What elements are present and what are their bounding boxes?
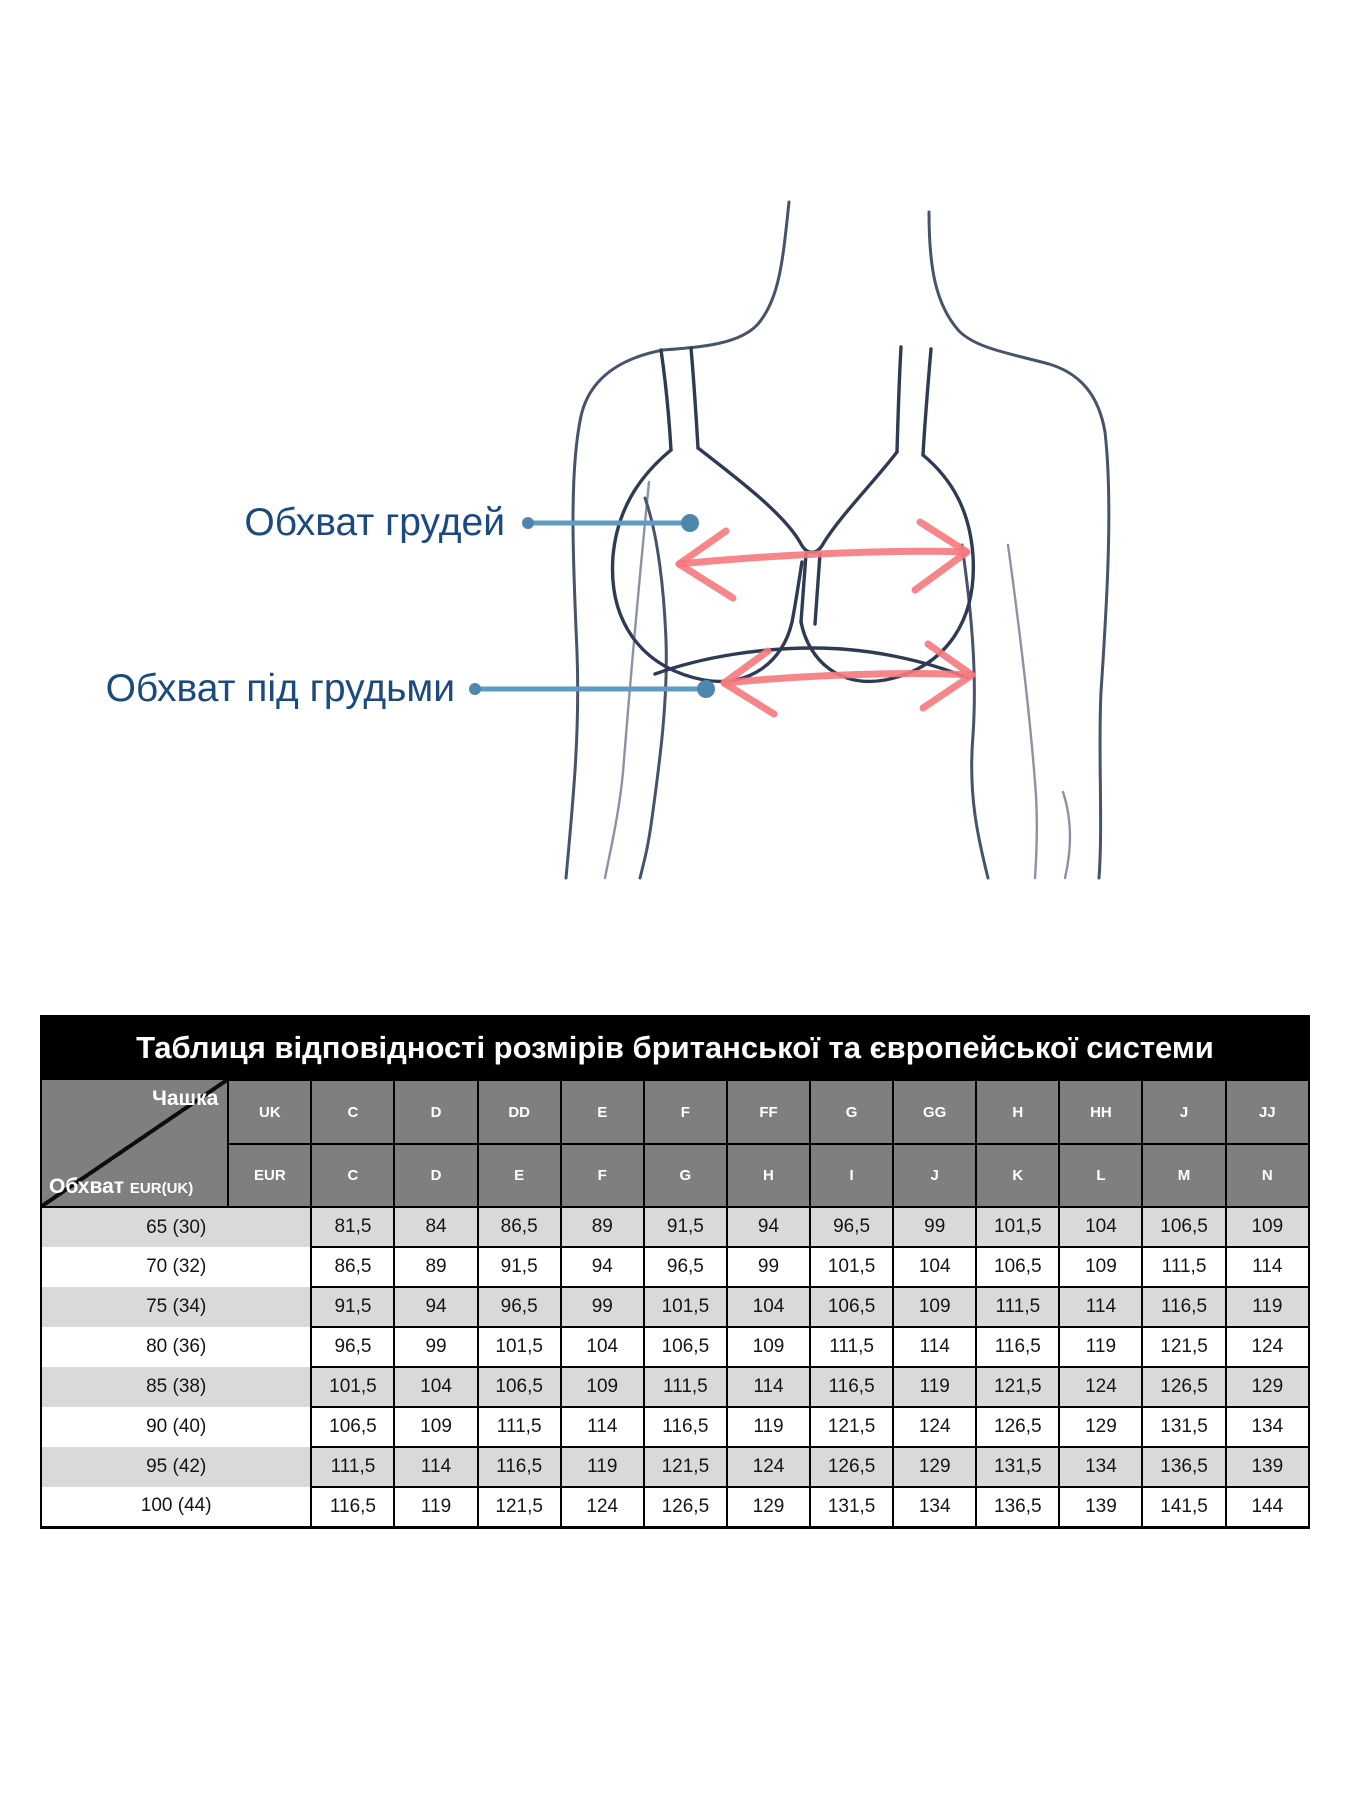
cup-header-uk-cell: GG [893,1080,976,1144]
bra-strap-right-outer [923,349,931,455]
band-label-cell: 65 (30) [41,1207,311,1247]
bra-strap-right-inner [897,347,901,452]
band-label-cell: 75 (34) [41,1287,311,1327]
size-value-cell: 109 [1059,1247,1142,1287]
size-value-cell: 114 [893,1327,976,1367]
cup-header-eur-cell: G [644,1144,727,1207]
size-value-cell: 99 [727,1247,810,1287]
torso-right-line [962,545,988,878]
size-value-cell: 114 [727,1367,810,1407]
size-value-cell: 96,5 [810,1207,893,1247]
band-row [41,1447,1309,1487]
size-value-cell: 106,5 [1142,1207,1225,1247]
size-value-cell: 111,5 [311,1447,394,1487]
cup-header-eur-cell: F [561,1144,644,1207]
size-value-cell: 141,5 [1142,1487,1225,1527]
size-value-cell: 109 [561,1367,644,1407]
cup-header-uk-cell: D [394,1080,477,1144]
size-value-cell: 119 [1226,1287,1309,1327]
neck-right-line [929,212,1049,364]
size-value-cell: 114 [561,1407,644,1447]
eur-system-label: EUR [228,1144,311,1207]
size-value-cell: 124 [561,1487,644,1527]
size-value-cell: 119 [727,1407,810,1447]
size-value-cell: 94 [394,1287,477,1327]
underbust-label: Обхват під грудьми [105,667,455,710]
size-value-cell: 131,5 [810,1487,893,1527]
size-value-cell: 111,5 [644,1367,727,1407]
size-value-cell: 121,5 [810,1407,893,1447]
size-value-cell: 119 [1059,1327,1142,1367]
size-value-cell: 111,5 [976,1287,1059,1327]
cup-header-eur-cell: L [1059,1144,1142,1207]
size-value-cell: 104 [394,1367,477,1407]
size-value-cell: 111,5 [478,1407,561,1447]
size-value-cell: 119 [561,1447,644,1487]
cup-header-uk-cell: FF [727,1080,810,1144]
size-conversion-table [40,1015,1310,1529]
cup-header-eur-cell: M [1142,1144,1225,1207]
cup-header-uk-cell: G [810,1080,893,1144]
size-value-cell: 106,5 [976,1247,1059,1287]
size-value-cell: 114 [1059,1287,1142,1327]
size-value-cell: 136,5 [1142,1447,1225,1487]
size-value-cell: 101,5 [976,1207,1059,1247]
corner-girth-label: Обхват EUR(UK) [49,1175,194,1198]
cup-header-uk-cell: E [561,1080,644,1144]
size-value-cell: 96,5 [478,1287,561,1327]
cup-header-eur-cell: C [311,1144,394,1207]
band-label-cell: 85 (38) [41,1367,311,1407]
size-value-cell: 129 [1226,1367,1309,1407]
size-value-cell: 124 [893,1407,976,1447]
size-value-cell: 124 [727,1447,810,1487]
size-value-cell: 116,5 [311,1487,394,1527]
size-value-cell: 106,5 [644,1327,727,1367]
size-value-cell: 114 [1226,1247,1309,1287]
size-value-cell: 81,5 [311,1207,394,1247]
bust-measure-arrow [679,522,967,598]
size-value-cell: 101,5 [311,1367,394,1407]
band-row [41,1367,1309,1407]
size-value-cell: 139 [1226,1447,1309,1487]
bra-strap-left-outer [661,350,671,450]
size-value-cell: 109 [893,1287,976,1327]
size-value-cell: 101,5 [644,1287,727,1327]
size-value-cell: 96,5 [644,1247,727,1287]
cup-header-eur-cell: K [976,1144,1059,1207]
size-value-cell: 129 [727,1487,810,1527]
size-value-cell: 104 [1059,1207,1142,1247]
band-row [41,1287,1309,1327]
size-value-cell: 119 [394,1487,477,1527]
hand-right-line [1063,792,1070,878]
size-value-cell: 126,5 [1142,1367,1225,1407]
size-value-cell: 106,5 [810,1287,893,1327]
size-value-cell: 111,5 [1142,1247,1225,1287]
size-value-cell: 131,5 [976,1447,1059,1487]
band-row [41,1247,1309,1287]
size-value-cell: 116,5 [1142,1287,1225,1327]
size-value-cell: 119 [893,1367,976,1407]
cup-header-eur-cell: H [727,1144,810,1207]
bra-neckline [698,448,897,552]
band-label-cell: 90 (40) [41,1407,311,1447]
band-row [41,1407,1309,1447]
bra-strap-left-inner [691,348,698,448]
size-value-cell: 111,5 [810,1327,893,1367]
underbust-label-connector [469,680,715,698]
size-value-cell: 144 [1226,1487,1309,1527]
size-value-cell: 96,5 [311,1327,394,1367]
size-value-cell: 121,5 [644,1447,727,1487]
size-value-cell: 91,5 [311,1287,394,1327]
size-value-cell: 139 [1059,1487,1142,1527]
cup-header-eur-cell: N [1226,1144,1309,1207]
size-value-cell: 99 [394,1327,477,1367]
cup-header-eur-cell: E [478,1144,561,1207]
size-value-cell: 86,5 [311,1247,394,1287]
size-value-cell: 134 [1059,1447,1142,1487]
corner-header-cell [41,1080,228,1207]
size-value-cell: 116,5 [644,1407,727,1447]
size-value-cell: 94 [561,1247,644,1287]
cup-header-eur-cell: I [810,1144,893,1207]
size-value-cell: 134 [893,1487,976,1527]
band-row [41,1327,1309,1367]
arm-inner-right-line [1008,545,1037,878]
size-value-cell: 106,5 [311,1407,394,1447]
band-label-cell: 100 (44) [41,1487,311,1527]
size-value-cell: 114 [394,1447,477,1487]
size-value-cell: 126,5 [644,1487,727,1527]
cup-header-eur-cell: J [893,1144,976,1207]
bust-label-connector [522,514,699,532]
band-row [41,1207,1309,1247]
size-value-cell: 121,5 [1142,1327,1225,1367]
size-value-cell: 124 [1059,1367,1142,1407]
cup-header-uk-cell: J [1142,1080,1225,1144]
table-title: Таблиця відповідності розмірів британської та європейської системи [41,1016,1309,1080]
bust-label: Обхват грудей [244,501,505,544]
size-value-cell: 104 [893,1247,976,1287]
band-row [41,1487,1309,1527]
table-title-row [41,1016,1309,1080]
size-value-cell: 116,5 [976,1327,1059,1367]
size-value-cell: 136,5 [976,1487,1059,1527]
size-value-cell: 99 [893,1207,976,1247]
size-value-cell: 116,5 [810,1367,893,1407]
size-value-cell: 89 [561,1207,644,1247]
size-value-cell: 91,5 [644,1207,727,1247]
uk-cup-header-row [41,1080,1309,1144]
size-value-cell: 89 [394,1247,477,1287]
band-label-cell: 80 (36) [41,1327,311,1367]
neck-left-line [663,202,789,350]
size-value-cell: 131,5 [1142,1407,1225,1447]
cup-header-uk-cell: H [976,1080,1059,1144]
band-label-cell: 70 (32) [41,1247,311,1287]
size-value-cell: 121,5 [478,1487,561,1527]
size-value-cell: 121,5 [976,1367,1059,1407]
size-value-cell: 106,5 [478,1367,561,1407]
corner-cup-label: Чашка [152,1087,219,1110]
size-value-cell: 134 [1226,1407,1309,1447]
size-value-cell: 94 [727,1207,810,1247]
cup-header-uk-cell: F [644,1080,727,1144]
bra-gore-right [815,554,820,624]
size-value-cell: 91,5 [478,1247,561,1287]
size-value-cell: 104 [727,1287,810,1327]
uk-system-label: UK [228,1080,311,1144]
cup-header-uk-cell: JJ [1226,1080,1309,1144]
size-value-cell: 86,5 [478,1207,561,1247]
eur-cup-header-row [41,1144,1309,1207]
shoulder-arm-left-line [566,350,663,878]
size-value-cell: 129 [1059,1407,1142,1447]
size-value-cell: 109 [1226,1207,1309,1247]
size-value-cell: 101,5 [810,1247,893,1287]
cup-header-uk-cell: DD [478,1080,561,1144]
cup-header-eur-cell: D [394,1144,477,1207]
arm-inner-left-line [605,482,649,878]
cup-header-uk-cell: C [311,1080,394,1144]
size-value-cell: 109 [394,1407,477,1447]
size-value-cell: 104 [561,1327,644,1367]
size-value-cell: 129 [893,1447,976,1487]
size-value-cell: 124 [1226,1327,1309,1367]
cup-header-uk-cell: HH [1059,1080,1142,1144]
size-value-cell: 109 [727,1327,810,1367]
size-table-body [41,1207,1309,1527]
size-value-cell: 116,5 [478,1447,561,1487]
size-value-cell: 99 [561,1287,644,1327]
size-value-cell: 126,5 [810,1447,893,1487]
shoulder-arm-right-line [1049,364,1109,878]
size-value-cell: 101,5 [478,1327,561,1367]
size-value-cell: 84 [394,1207,477,1247]
size-value-cell: 126,5 [976,1407,1059,1447]
band-label-cell: 95 (42) [41,1447,311,1487]
